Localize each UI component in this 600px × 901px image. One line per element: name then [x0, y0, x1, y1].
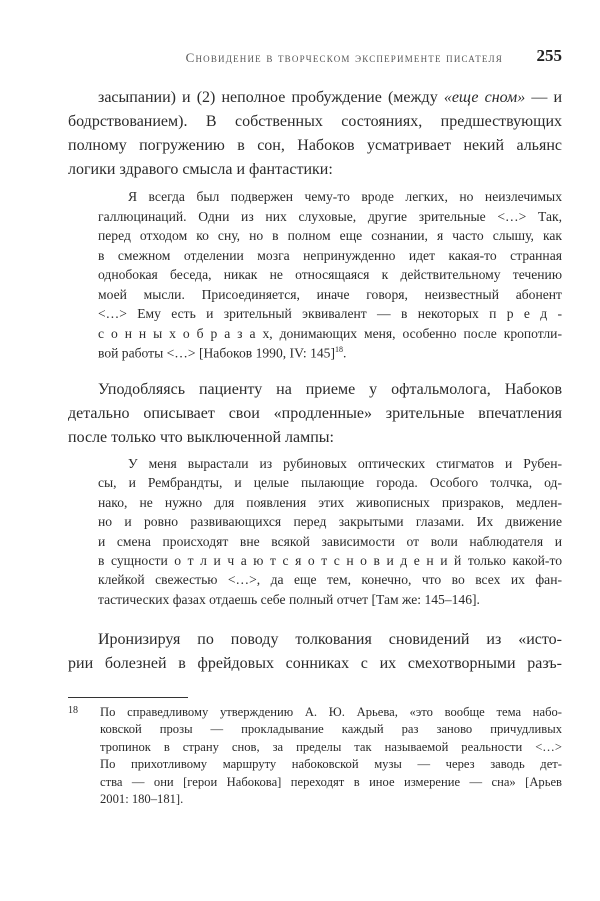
quote-line — [98, 327, 562, 341]
text-segment: Я всегда был подвержен чему-то вроде легких, но неизлечимых — [128, 189, 562, 204]
text-segment: однобокая беседа, никак не относящаяся к действительному течению — [98, 267, 562, 282]
text-segment: нако, не нужно для появления этих живописных призраков, медлен- — [98, 494, 562, 510]
quote-line — [128, 457, 562, 471]
quote-line — [98, 210, 562, 224]
footnote-ref[interactable]: 18 — [335, 345, 343, 354]
footnote-line: ства — они [герои Набокова] переходят в иное измерение — сна» [Арьев — [100, 774, 562, 789]
footnote-divider — [68, 697, 188, 698]
text-segment: засыпании) и (2) неполное пробуждение (между — [98, 89, 444, 106]
footnote-line: 2001: 180–181]. — [100, 792, 184, 806]
text-segment: и смена происходят вне всякой зависимости от воли наблюдателя и — [98, 533, 562, 549]
text-segment: Уподобляясь пациенту на приеме у офтальмолога, Набоков — [98, 381, 562, 398]
quote-line — [98, 535, 562, 549]
text-segment: вой работы <…> [Набоков 1990, IV: 145] — [98, 345, 335, 361]
text-segment: <…> Ему есть и зрительный эквивалент — в некоторых п р е д - — [98, 306, 562, 321]
paragraph-line — [68, 162, 562, 178]
text-segment: логики здравого смысла и фантастики: — [68, 161, 333, 178]
quote-line — [128, 190, 562, 204]
text-segment: рии болезней в фрейдовых сонниках с их смехотворными разъ- — [68, 655, 562, 672]
text-segment: детально описывает свои «продленные» зрительные впечатления — [68, 405, 562, 422]
quote-line — [98, 593, 562, 607]
text-segment: тастических фазах отдаешь себе полный отчет [Там же: 145–146]. — [98, 591, 480, 607]
paragraph-line — [68, 138, 562, 154]
text-segment: моей мысли. Присоединяется, иначе говоря, неизвестный абонент — [98, 286, 562, 302]
paragraph-line — [68, 430, 562, 446]
footnote-line: По справедливому утверждению А. Ю. Арьева, «это вообще тема набо- — [100, 705, 562, 719]
quote-line — [98, 573, 562, 587]
quote-line — [98, 229, 562, 243]
quote-line — [98, 307, 562, 321]
quote-line — [98, 249, 562, 263]
quote-line — [98, 288, 562, 302]
paragraph-line — [98, 632, 562, 648]
text-segment: с о н н ы х о б р а з а х, донимающих меня, особенно после кропотли- — [98, 325, 562, 341]
text-segment: после только что выключенной лампы: — [68, 429, 334, 446]
quote-line — [98, 268, 562, 282]
page-number: 255 — [536, 46, 562, 65]
paragraph-line — [68, 114, 562, 130]
quote-line — [98, 496, 562, 510]
text-segment: в смежном отделении мозга непринужденно идет какая-то странная — [98, 247, 562, 263]
footnote-line: По прихотливому маршруту набоковской музы — через заводь дет- — [100, 757, 562, 772]
text-segment: галлюцинаций. Одни из них слуховые, другие зрительные <…> Так, — [98, 208, 562, 224]
text-segment: бодрствованием). В собственных состояниях, предшествующих — [68, 113, 562, 130]
text-segment: полному погружению в сон, Набоков усматривает некий альянс — [68, 137, 562, 154]
footnote-line: ковской прозы — прокладывание каждый раз заново причудливых — [100, 722, 562, 737]
text-segment: Иронизируя по поводу толкования сновидений из «исто- — [98, 631, 562, 648]
text-segment: . — [343, 345, 347, 361]
quote-line — [98, 476, 562, 490]
paragraph-line — [98, 382, 562, 398]
text-segment: «еще сном» — [443, 89, 526, 106]
quote-line — [98, 515, 562, 529]
paragraph-line — [98, 90, 562, 106]
text-segment: перед отходом ко сну, но в полном еще сознании, я часто слышу, как — [98, 228, 562, 243]
text-segment: но и ровно развивающихся перед закрытыми глазами. Их движение — [98, 514, 562, 530]
text-segment: клейкой свежестью <…>, да еще тем, конечно, что во всех их фан- — [98, 572, 562, 588]
paragraph-line — [68, 406, 562, 422]
footnote-line: тропинок в страну снов, за пределы так называемой реальности <…> — [100, 739, 562, 754]
running-title: Сновидение в творческом эксперименте писателя — [185, 50, 503, 65]
quote-line — [98, 554, 562, 568]
text-segment: в сущности о т л и ч а ю т с я о т с н о в и д е н и й только какой-то — [98, 553, 562, 568]
quote-line — [98, 346, 562, 360]
text-segment: — и — [525, 89, 563, 106]
paragraph-line — [68, 656, 562, 672]
text-segment: У меня вырастали из рубиновых оптических стигматов и Рубен- — [128, 456, 562, 471]
footnote-number: 18 — [68, 705, 78, 716]
text-segment: сы, и Рембрандты, и целые пылающие города. Особого толчка, од- — [98, 475, 562, 491]
